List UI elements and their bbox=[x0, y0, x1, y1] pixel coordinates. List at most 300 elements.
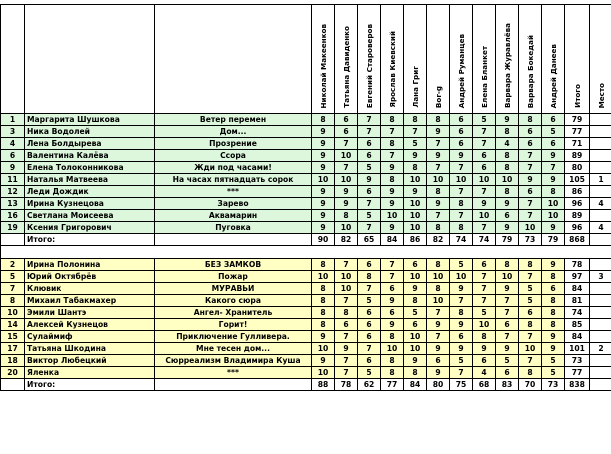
score-cell: 6 bbox=[450, 138, 473, 150]
work-title: Сюрреализм Владимира Куша bbox=[155, 355, 312, 367]
row-total: 79 bbox=[565, 114, 590, 126]
score-cell: 9 bbox=[427, 343, 450, 355]
score-cell: 7 bbox=[473, 271, 496, 283]
total-header bbox=[565, 5, 590, 114]
score-cell: 6 bbox=[542, 283, 565, 295]
author-name: Светлана Моисеева bbox=[25, 210, 155, 222]
score-cell: 7 bbox=[358, 283, 381, 295]
juror-total: 84 bbox=[404, 379, 427, 391]
total-place-cell bbox=[590, 379, 611, 391]
score-cell: 6 bbox=[358, 331, 381, 343]
juror-name: Ярослав Киевский bbox=[387, 31, 397, 108]
score-cell: 8 bbox=[542, 295, 565, 307]
score-cell: 6 bbox=[358, 259, 381, 271]
score-cell: 7 bbox=[358, 343, 381, 355]
header-num bbox=[1, 5, 25, 114]
score-cell: 6 bbox=[450, 331, 473, 343]
row-place bbox=[590, 331, 611, 343]
score-cell: 8 bbox=[473, 331, 496, 343]
table-row bbox=[1, 307, 611, 319]
score-cell: 10 bbox=[404, 198, 427, 210]
row-place bbox=[590, 150, 611, 162]
group-separator bbox=[1, 246, 611, 259]
score-cell: 9 bbox=[381, 186, 404, 198]
score-cell: 5 bbox=[519, 295, 542, 307]
author-name: Татьяна Шкодина bbox=[25, 343, 155, 355]
score-cell: 6 bbox=[404, 319, 427, 331]
entry-number: 1 bbox=[1, 114, 25, 126]
juror-name: Андрей Руманцев bbox=[456, 33, 466, 108]
table-row bbox=[1, 367, 611, 379]
author-name: Ирина Полонина bbox=[25, 259, 155, 271]
score-cell: 10 bbox=[496, 271, 519, 283]
work-title: Приключение Гулливера. bbox=[155, 331, 312, 343]
juror-name: Варвара Бокедай bbox=[525, 34, 535, 108]
score-cell: 9 bbox=[496, 343, 519, 355]
entry-number: 20 bbox=[1, 367, 25, 379]
score-cell: 8 bbox=[496, 126, 519, 138]
author-name: Леди Дождик bbox=[25, 186, 155, 198]
score-cell: 8 bbox=[450, 222, 473, 234]
score-cell: 10 bbox=[473, 319, 496, 331]
score-cell: 7 bbox=[381, 126, 404, 138]
juror-total: 73 bbox=[519, 234, 542, 246]
row-place bbox=[590, 295, 611, 307]
score-cell: 10 bbox=[542, 210, 565, 222]
row-place bbox=[590, 283, 611, 295]
work-title: Пуговка bbox=[155, 222, 312, 234]
score-cell: 9 bbox=[381, 295, 404, 307]
author-name: Михаил Табакмахер bbox=[25, 295, 155, 307]
score-cell: 9 bbox=[450, 343, 473, 355]
score-cell: 9 bbox=[358, 174, 381, 186]
score-cell: 9 bbox=[312, 355, 335, 367]
score-cell: 9 bbox=[404, 186, 427, 198]
score-cell: 8 bbox=[381, 331, 404, 343]
score-cell: 6 bbox=[335, 126, 358, 138]
author-name: Юрий Октябрёв bbox=[25, 271, 155, 283]
table-row bbox=[1, 319, 611, 331]
work-title: Аквамарин bbox=[155, 210, 312, 222]
score-cell: 5 bbox=[542, 126, 565, 138]
row-place bbox=[590, 367, 611, 379]
score-cell: 7 bbox=[542, 162, 565, 174]
row-place: 3 bbox=[590, 271, 611, 283]
score-cell: 7 bbox=[381, 259, 404, 271]
juror-total: 68 bbox=[473, 379, 496, 391]
table-row bbox=[1, 198, 611, 210]
score-cell: 7 bbox=[358, 222, 381, 234]
juror-name: Варвара Журавлёва bbox=[502, 23, 512, 108]
work-title: БЕЗ ЗАМКОВ bbox=[155, 259, 312, 271]
score-cell: 6 bbox=[358, 355, 381, 367]
score-cell: 8 bbox=[542, 307, 565, 319]
work-title: Зарево bbox=[155, 198, 312, 210]
score-cell: 9 bbox=[335, 186, 358, 198]
score-cell: 5 bbox=[358, 210, 381, 222]
row-place bbox=[590, 138, 611, 150]
score-cell: 7 bbox=[519, 331, 542, 343]
juror-total: 79 bbox=[496, 234, 519, 246]
score-cell: 7 bbox=[519, 150, 542, 162]
score-cell: 10 bbox=[381, 343, 404, 355]
score-cell: 10 bbox=[404, 271, 427, 283]
results-body bbox=[1, 114, 611, 391]
score-cell: 6 bbox=[358, 138, 381, 150]
score-cell: 9 bbox=[450, 283, 473, 295]
score-cell: 10 bbox=[427, 174, 450, 186]
score-cell: 6 bbox=[473, 150, 496, 162]
score-cell: 9 bbox=[450, 150, 473, 162]
score-cell: 9 bbox=[335, 198, 358, 210]
score-cell: 10 bbox=[450, 174, 473, 186]
score-cell: 8 bbox=[496, 162, 519, 174]
score-cell: 7 bbox=[519, 271, 542, 283]
score-cell: 8 bbox=[427, 222, 450, 234]
score-cell: 9 bbox=[312, 198, 335, 210]
juror-name: Евгений Староверов bbox=[364, 23, 374, 108]
entry-number: 19 bbox=[1, 222, 25, 234]
score-cell: 10 bbox=[404, 331, 427, 343]
row-total: 101 bbox=[565, 343, 590, 355]
score-cell: 9 bbox=[427, 198, 450, 210]
score-cell: 5 bbox=[542, 367, 565, 379]
row-total: 78 bbox=[565, 259, 590, 271]
row-place: 4 bbox=[590, 198, 611, 210]
work-title: Ссора bbox=[155, 150, 312, 162]
row-total: 73 bbox=[565, 355, 590, 367]
score-cell: 7 bbox=[427, 210, 450, 222]
score-cell: 7 bbox=[335, 367, 358, 379]
author-name: Ника Водолей bbox=[25, 126, 155, 138]
score-cell: 9 bbox=[427, 319, 450, 331]
work-title: Дом... bbox=[155, 126, 312, 138]
score-cell: 8 bbox=[450, 307, 473, 319]
juror-header bbox=[358, 5, 381, 114]
juror-total: 70 bbox=[519, 379, 542, 391]
score-cell: 9 bbox=[312, 222, 335, 234]
score-cell: 7 bbox=[496, 295, 519, 307]
row-total: 81 bbox=[565, 295, 590, 307]
score-cell: 8 bbox=[542, 319, 565, 331]
score-cell: 10 bbox=[335, 283, 358, 295]
work-title: Горит! bbox=[155, 319, 312, 331]
score-cell: 9 bbox=[381, 319, 404, 331]
author-name: Ирина Кузнецова bbox=[25, 198, 155, 210]
score-cell: 5 bbox=[519, 283, 542, 295]
score-cell: 10 bbox=[404, 210, 427, 222]
score-cell: 5 bbox=[358, 367, 381, 379]
score-cell: 7 bbox=[427, 331, 450, 343]
score-cell: 9 bbox=[312, 138, 335, 150]
juror-name: Николай Макеенков bbox=[318, 23, 328, 108]
juror-total: 78 bbox=[335, 379, 358, 391]
score-cell: 8 bbox=[312, 114, 335, 126]
score-cell: 8 bbox=[496, 150, 519, 162]
score-cell: 8 bbox=[335, 307, 358, 319]
author-name: Маргарита Шушкова bbox=[25, 114, 155, 126]
score-cell: 6 bbox=[542, 138, 565, 150]
total-place-cell bbox=[590, 234, 611, 246]
juror-total: 77 bbox=[381, 379, 404, 391]
score-cell: 9 bbox=[542, 343, 565, 355]
score-cell: 6 bbox=[519, 186, 542, 198]
score-cell: 5 bbox=[404, 138, 427, 150]
juror-total: 62 bbox=[358, 379, 381, 391]
score-cell: 8 bbox=[496, 186, 519, 198]
score-cell: 9 bbox=[404, 150, 427, 162]
entry-number: 18 bbox=[1, 355, 25, 367]
score-cell: 7 bbox=[473, 186, 496, 198]
score-cell: 10 bbox=[404, 343, 427, 355]
row-total: 96 bbox=[565, 198, 590, 210]
score-cell: 8 bbox=[519, 367, 542, 379]
score-cell: 9 bbox=[519, 174, 542, 186]
score-cell: 6 bbox=[381, 283, 404, 295]
work-title: Мне тесен дом... bbox=[155, 343, 312, 355]
author-name: Виктор Любецкий bbox=[25, 355, 155, 367]
score-cell: 8 bbox=[358, 271, 381, 283]
author-name: Яленка bbox=[25, 367, 155, 379]
score-cell: 8 bbox=[542, 186, 565, 198]
table-row bbox=[1, 222, 611, 234]
score-cell: 8 bbox=[404, 114, 427, 126]
row-place: 4 bbox=[590, 222, 611, 234]
score-cell: 10 bbox=[312, 343, 335, 355]
score-cell: 6 bbox=[358, 319, 381, 331]
work-title: Прозрение bbox=[155, 138, 312, 150]
author-name: Сулаймиф bbox=[25, 331, 155, 343]
score-cell: 9 bbox=[312, 150, 335, 162]
juror-total: 83 bbox=[496, 379, 519, 391]
work-title: Ветер перемен bbox=[155, 114, 312, 126]
entry-number: 9 bbox=[1, 162, 25, 174]
score-cell: 10 bbox=[519, 222, 542, 234]
score-cell: 8 bbox=[427, 186, 450, 198]
table-row bbox=[1, 210, 611, 222]
entry-number: 5 bbox=[1, 271, 25, 283]
header-name bbox=[25, 5, 155, 114]
group-total-label: Итого: bbox=[25, 379, 155, 391]
score-cell: 6 bbox=[473, 259, 496, 271]
juror-total: 82 bbox=[335, 234, 358, 246]
score-cell: 6 bbox=[381, 307, 404, 319]
juror-total: 86 bbox=[404, 234, 427, 246]
table-row bbox=[1, 174, 611, 186]
total-label: Итого bbox=[572, 84, 582, 108]
score-cell: 8 bbox=[312, 295, 335, 307]
score-cell: 9 bbox=[312, 162, 335, 174]
juror-header bbox=[473, 5, 496, 114]
juror-total: 65 bbox=[358, 234, 381, 246]
score-cell: 6 bbox=[519, 126, 542, 138]
score-cell: 9 bbox=[381, 162, 404, 174]
entry-number: 3 bbox=[1, 126, 25, 138]
score-cell: 8 bbox=[381, 367, 404, 379]
score-cell: 8 bbox=[312, 307, 335, 319]
row-total: 84 bbox=[565, 283, 590, 295]
score-cell: 9 bbox=[542, 174, 565, 186]
score-cell: 7 bbox=[335, 355, 358, 367]
score-cell: 8 bbox=[312, 283, 335, 295]
score-cell: 10 bbox=[427, 295, 450, 307]
score-cell: 10 bbox=[335, 174, 358, 186]
total-title-cell bbox=[155, 379, 312, 391]
score-cell: 9 bbox=[496, 283, 519, 295]
work-title: *** bbox=[155, 367, 312, 379]
score-cell: 6 bbox=[496, 319, 519, 331]
score-cell: 5 bbox=[404, 307, 427, 319]
row-total: 71 bbox=[565, 138, 590, 150]
row-place bbox=[590, 259, 611, 271]
score-cell: 6 bbox=[335, 319, 358, 331]
score-cell: 9 bbox=[473, 198, 496, 210]
score-cell: 6 bbox=[496, 210, 519, 222]
score-cell: 7 bbox=[335, 162, 358, 174]
entry-number: 4 bbox=[1, 138, 25, 150]
row-place: 1 bbox=[590, 174, 611, 186]
total-num-cell bbox=[1, 379, 25, 391]
score-cell: 8 bbox=[312, 259, 335, 271]
score-cell: 7 bbox=[358, 198, 381, 210]
score-cell: 7 bbox=[519, 355, 542, 367]
score-cell: 10 bbox=[404, 174, 427, 186]
work-title: *** bbox=[155, 186, 312, 198]
juror-name: Елена Бланкет bbox=[479, 46, 489, 108]
score-cell: 8 bbox=[312, 319, 335, 331]
score-cell: 9 bbox=[496, 198, 519, 210]
author-name: Лена Болдырева bbox=[25, 138, 155, 150]
row-place bbox=[590, 210, 611, 222]
score-cell: 7 bbox=[381, 271, 404, 283]
table-row bbox=[1, 283, 611, 295]
score-cell: 7 bbox=[335, 331, 358, 343]
entry-number: 2 bbox=[1, 259, 25, 271]
score-cell: 7 bbox=[473, 138, 496, 150]
score-cell: 9 bbox=[542, 150, 565, 162]
entry-number: 14 bbox=[1, 319, 25, 331]
table-row bbox=[1, 343, 611, 355]
table-row bbox=[1, 138, 611, 150]
row-place bbox=[590, 162, 611, 174]
total-num-cell bbox=[1, 234, 25, 246]
score-cell: 10 bbox=[473, 210, 496, 222]
score-cell: 8 bbox=[496, 259, 519, 271]
score-cell: 7 bbox=[450, 295, 473, 307]
score-cell: 7 bbox=[450, 367, 473, 379]
juror-header bbox=[381, 5, 404, 114]
score-cell: 9 bbox=[427, 367, 450, 379]
juror-total: 84 bbox=[381, 234, 404, 246]
group-total-row bbox=[1, 234, 611, 246]
entry-number: 10 bbox=[1, 307, 25, 319]
row-place bbox=[590, 307, 611, 319]
score-cell: 5 bbox=[450, 355, 473, 367]
score-cell: 9 bbox=[404, 283, 427, 295]
row-total: 85 bbox=[565, 319, 590, 331]
score-cell: 10 bbox=[312, 174, 335, 186]
work-title: Жди под часами! bbox=[155, 162, 312, 174]
score-cell: 9 bbox=[312, 210, 335, 222]
score-cell: 7 bbox=[427, 307, 450, 319]
row-place bbox=[590, 126, 611, 138]
table-row bbox=[1, 162, 611, 174]
score-cell: 7 bbox=[519, 198, 542, 210]
score-cell: 9 bbox=[496, 114, 519, 126]
score-cell: 10 bbox=[473, 174, 496, 186]
juror-total: 74 bbox=[473, 234, 496, 246]
score-cell: 10 bbox=[335, 222, 358, 234]
work-title: Ангел- Хранитель bbox=[155, 307, 312, 319]
entry-number: 8 bbox=[1, 295, 25, 307]
score-cell: 7 bbox=[358, 114, 381, 126]
score-cell: 8 bbox=[519, 114, 542, 126]
score-cell: 8 bbox=[519, 259, 542, 271]
score-cell: 7 bbox=[404, 126, 427, 138]
score-cell: 7 bbox=[473, 126, 496, 138]
score-cell: 9 bbox=[312, 126, 335, 138]
score-cell: 8 bbox=[427, 283, 450, 295]
score-cell: 6 bbox=[404, 259, 427, 271]
score-cell: 10 bbox=[496, 174, 519, 186]
author-name: Наталья Матвеева bbox=[25, 174, 155, 186]
score-cell: 6 bbox=[358, 186, 381, 198]
score-cell: 7 bbox=[427, 162, 450, 174]
score-cell: 9 bbox=[496, 222, 519, 234]
author-name: Клювик bbox=[25, 283, 155, 295]
score-cell: 8 bbox=[335, 210, 358, 222]
grand-total: 838 bbox=[565, 379, 590, 391]
score-cell: 8 bbox=[519, 319, 542, 331]
row-total: 86 bbox=[565, 186, 590, 198]
score-cell: 7 bbox=[335, 295, 358, 307]
row-place bbox=[590, 319, 611, 331]
score-cell: 6 bbox=[519, 307, 542, 319]
score-cell: 7 bbox=[335, 138, 358, 150]
place-header bbox=[590, 5, 611, 114]
score-cell: 8 bbox=[381, 114, 404, 126]
score-cell: 6 bbox=[427, 355, 450, 367]
score-cell: 8 bbox=[427, 259, 450, 271]
score-cell: 9 bbox=[312, 331, 335, 343]
table-row bbox=[1, 295, 611, 307]
score-cell: 4 bbox=[473, 367, 496, 379]
row-total: 96 bbox=[565, 222, 590, 234]
table-row bbox=[1, 271, 611, 283]
entry-number: 11 bbox=[1, 174, 25, 186]
score-cell: 7 bbox=[381, 150, 404, 162]
score-cell: 9 bbox=[404, 355, 427, 367]
score-cell: 9 bbox=[427, 150, 450, 162]
juror-header bbox=[542, 5, 565, 114]
score-cell: 5 bbox=[496, 355, 519, 367]
author-name: Ксения Григорович bbox=[25, 222, 155, 234]
score-cell: 10 bbox=[335, 271, 358, 283]
score-cell: 9 bbox=[381, 222, 404, 234]
score-cell: 4 bbox=[496, 138, 519, 150]
score-cell: 9 bbox=[473, 343, 496, 355]
juror-total: 90 bbox=[312, 234, 335, 246]
place-label: Место bbox=[596, 82, 606, 108]
juror-total: 73 bbox=[542, 379, 565, 391]
score-cell: 9 bbox=[542, 259, 565, 271]
juror-total: 88 bbox=[312, 379, 335, 391]
juror-total: 74 bbox=[450, 234, 473, 246]
score-cell: 7 bbox=[519, 210, 542, 222]
row-place bbox=[590, 114, 611, 126]
work-title: Какого сюра bbox=[155, 295, 312, 307]
score-cell: 6 bbox=[519, 138, 542, 150]
